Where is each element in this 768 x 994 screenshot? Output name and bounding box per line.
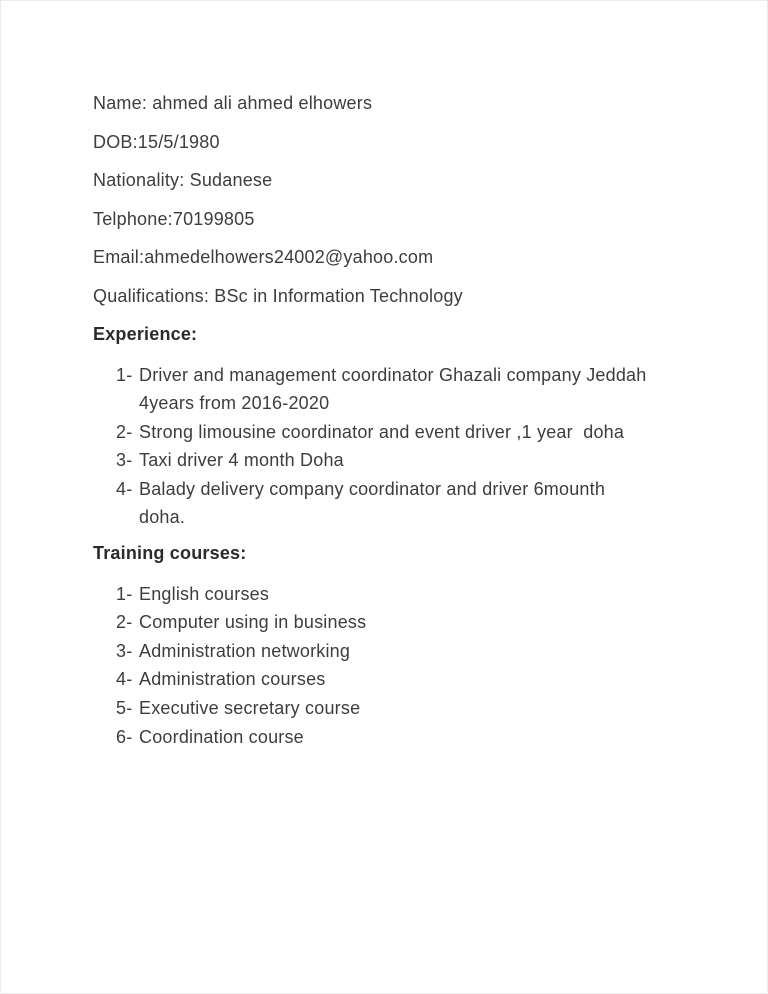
training-course-item [116,608,707,637]
list-item-number: 3- [116,450,133,471]
cv-content [1,1,767,751]
list-item-number: 6- [116,726,133,747]
list-item-text: Administration courses [139,669,326,690]
list-item-text: English courses [139,583,270,604]
list-item-text: Balady delivery company coordinator and driver 6mounth doha. [139,478,606,528]
training-course-item [116,665,707,694]
experience-item [116,418,707,447]
training-courses-list [116,580,707,752]
training-course-item [116,694,707,723]
contact-line-qualifications: Qualifications: BSc in Information Technology [93,285,463,306]
list-item-number: 4- [116,478,133,499]
training-course-item [116,637,707,666]
list-item-text: Coordination course [139,726,304,747]
list-item-text: Strong limousine coordinator and event driver ,1 year doha [139,421,625,442]
list-item-number: 1- [116,364,133,385]
list-item-number: 1- [116,583,133,604]
contact-line-telephone: Telphone:70199805 [93,208,255,229]
contact-line-nationality: Nationality: Sudanese [93,170,273,190]
training-course-item [116,723,707,752]
list-item-number: 3- [116,640,133,661]
experience-item [116,475,707,532]
list-item-number: 5- [116,697,133,718]
list-item-text: Computer using in business [139,612,367,633]
list-item-number: 2- [116,612,133,633]
list-item-number: 4- [116,669,133,690]
training-courses-heading: Training courses: [93,543,247,564]
experience-item [116,446,707,475]
experience-item [116,361,707,418]
list-item-text: Executive secretary course [139,697,361,718]
contact-line-dob: DOB:15/5/1980 [93,131,220,152]
experience-heading: Experience: [93,324,198,344]
list-item-text: Administration networking [139,640,351,661]
list-item-text: Taxi driver 4 month Doha [139,450,344,471]
training-course-item [116,580,707,609]
experience-list [116,361,707,533]
list-item-number: 2- [116,421,133,442]
contact-line-name: Name: ahmed ali ahmed elhowers [93,93,373,113]
contact-line-email: Email:ahmedelhowers24002@yahoo.com [93,247,434,267]
list-item-text: Driver and management coordinator Ghazali company Jeddah 4years from 2016-2020 [139,364,647,414]
